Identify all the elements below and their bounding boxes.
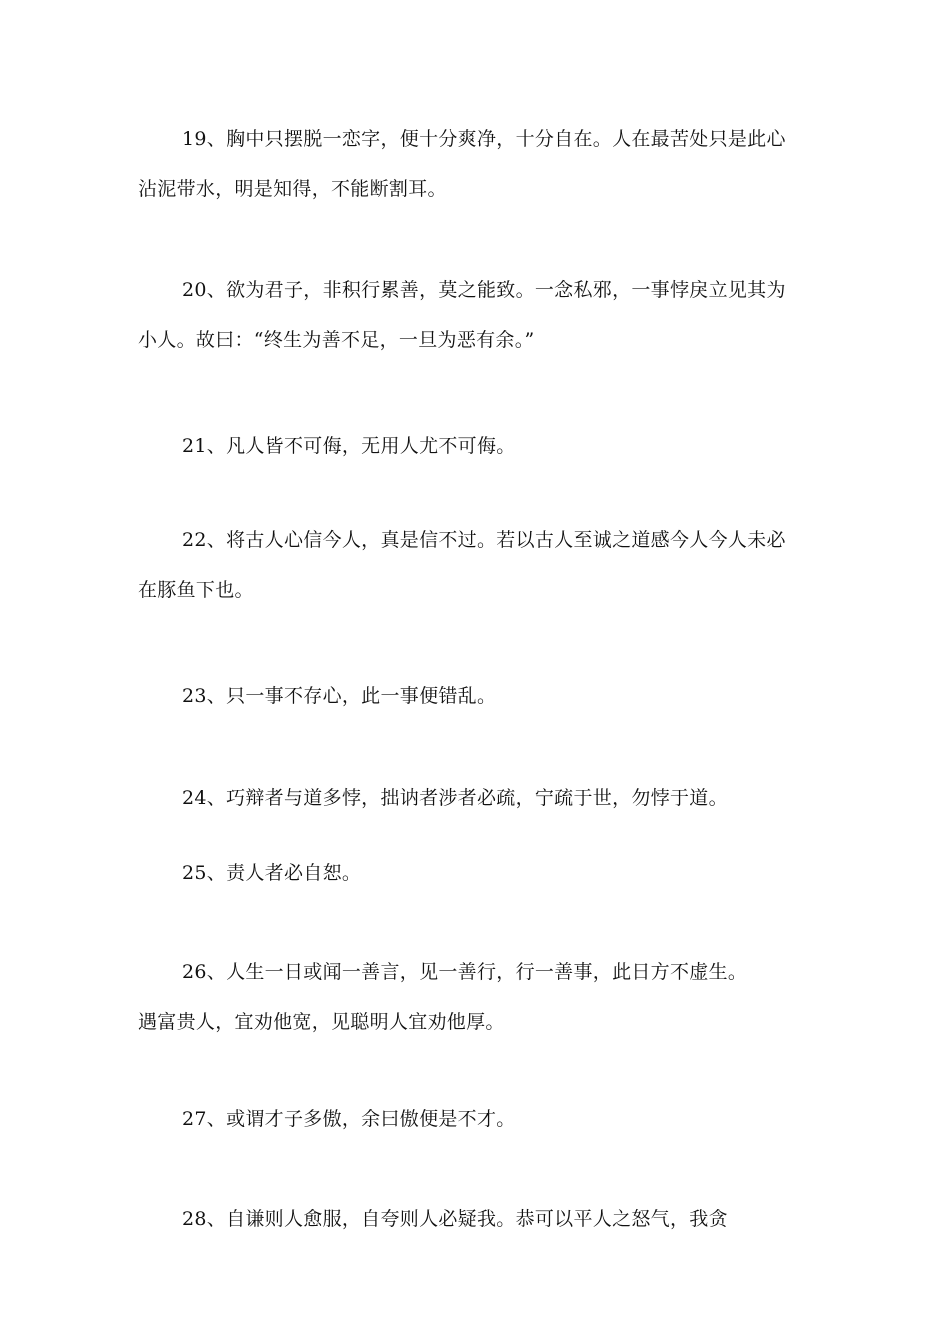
paragraph-20 (138, 265, 828, 365)
paragraph-line: 在豚鱼下也。 (138, 579, 254, 601)
paragraph-23 (138, 671, 828, 721)
paragraph-19 (138, 114, 828, 214)
paragraph-line: 26、人生一日或闻一善言，见一善行，行一善事，此日方不虚生。 (182, 961, 748, 983)
paragraph-line: 沾泥带水，明是知得，不能断割耳。 (138, 178, 447, 200)
paragraph-25 (138, 848, 828, 898)
paragraph-line: 19、胸中只摆脱一恋字，便十分爽净，十分自在。人在最苦处只是此心 (182, 128, 786, 150)
paragraph-line: 遇富贵人，宜劝他宽，见聪明人宜劝他厚。 (138, 1011, 505, 1033)
paragraph-21 (138, 421, 828, 471)
paragraph-line: 28、自谦则人愈服，自夸则人必疑我。恭可以平人之怒气，我贪 (182, 1208, 728, 1230)
paragraph-28 (138, 1194, 828, 1244)
paragraph-line: 24、巧辩者与道多悖，拙讷者涉者必疏，宁疏于世，勿悖于道。 (182, 787, 728, 809)
paragraph-line: 20、欲为君子，非积行累善，莫之能致。一念私邪，一事悖戾立见其为 (182, 279, 786, 301)
paragraph-24 (138, 773, 828, 823)
paragraph-line: 27、或谓才子多傲，余曰傲便是不才。 (182, 1108, 516, 1130)
paragraph-line: 25、责人者必自恕。 (182, 862, 362, 884)
paragraph-22 (138, 515, 828, 615)
paragraph-line: 23、只一事不存心，此一事便错乱。 (182, 685, 497, 707)
paragraph-line: 小人。故曰：“终生为善不足，一旦为恶有余。” (138, 329, 535, 351)
paragraph-27 (138, 1094, 828, 1144)
paragraph-line: 22、将古人心信今人，真是信不过。若以古人至诚之道感今人今人未必 (182, 529, 786, 551)
paragraph-26 (138, 947, 828, 1047)
paragraph-line: 21、凡人皆不可侮，无用人尤不可侮。 (182, 435, 516, 457)
